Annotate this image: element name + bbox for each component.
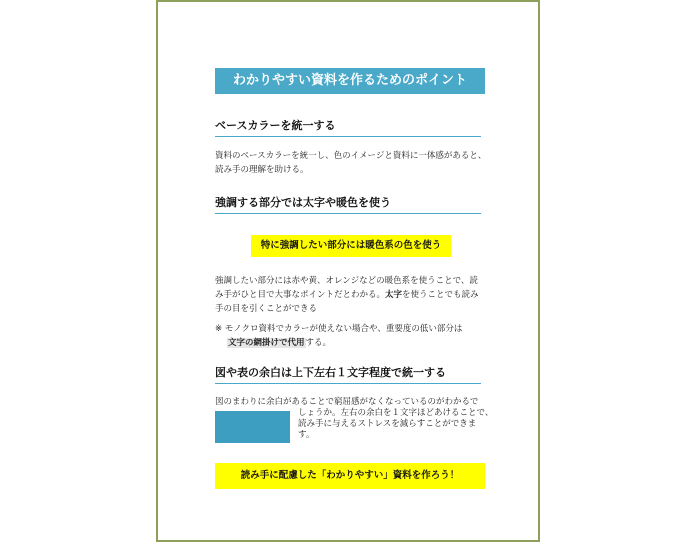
- hatched-text-example: 文字の網掛けで代用: [228, 338, 305, 348]
- body-line: [215, 288, 487, 302]
- document-title: わかりやすい資料を作るためのポイント: [215, 68, 485, 94]
- body-line: 読み手の理解を助ける。: [215, 165, 309, 175]
- section-body-emphasis: [215, 274, 487, 316]
- section-heading-base-color: ベースカラーを統一する: [215, 117, 481, 137]
- body-line: す。: [298, 430, 315, 440]
- figure-placeholder: [215, 411, 290, 443]
- document-page: [156, 0, 540, 542]
- section-body-margins-line1: 図のまわりに余白があることで窮屈感がなくなっているのがわかるで: [215, 397, 479, 407]
- section-body-base-color: [215, 149, 487, 177]
- body-line: 読み手に与えるストレスを減らすことができま: [298, 419, 477, 429]
- section-body-margins-wrap: [298, 408, 494, 441]
- note: [215, 322, 495, 350]
- note-line: ※ モノクロ資料でカラーが使えない場合や、重要度の低い部分は: [215, 324, 463, 334]
- body-line: しょうか。左右の余白を１文字ほどあけることで、: [298, 408, 494, 418]
- note-end: する。: [305, 338, 332, 348]
- section-heading-emphasis: 強調する部分では太字や暖色を使う: [215, 194, 481, 214]
- section-heading-margins: 図や表の余白は上下左右１文字程度で統一する: [215, 364, 481, 384]
- body-text-span: を使うことでも読み: [402, 290, 479, 300]
- footer-callout: 読み手に配慮した「わかりやすい」資料を作ろう！: [215, 463, 485, 489]
- body-text-span: み手がひと目で大事なポイントだとわかる。: [215, 290, 386, 300]
- body-line: 資料のベースカラーを統一し、色のイメージと資料に一体感があると、: [215, 151, 487, 161]
- body-line: 強調したい部分には赤や黄、オレンジなどの暖色系を使うことで、読: [215, 276, 478, 286]
- highlight-box: 特に強調したい部分には暖色系の色を使う: [251, 235, 451, 257]
- note-line: [215, 336, 495, 350]
- bold-word: 太字: [385, 290, 403, 300]
- body-line: 手の目を引くことができる: [215, 304, 318, 314]
